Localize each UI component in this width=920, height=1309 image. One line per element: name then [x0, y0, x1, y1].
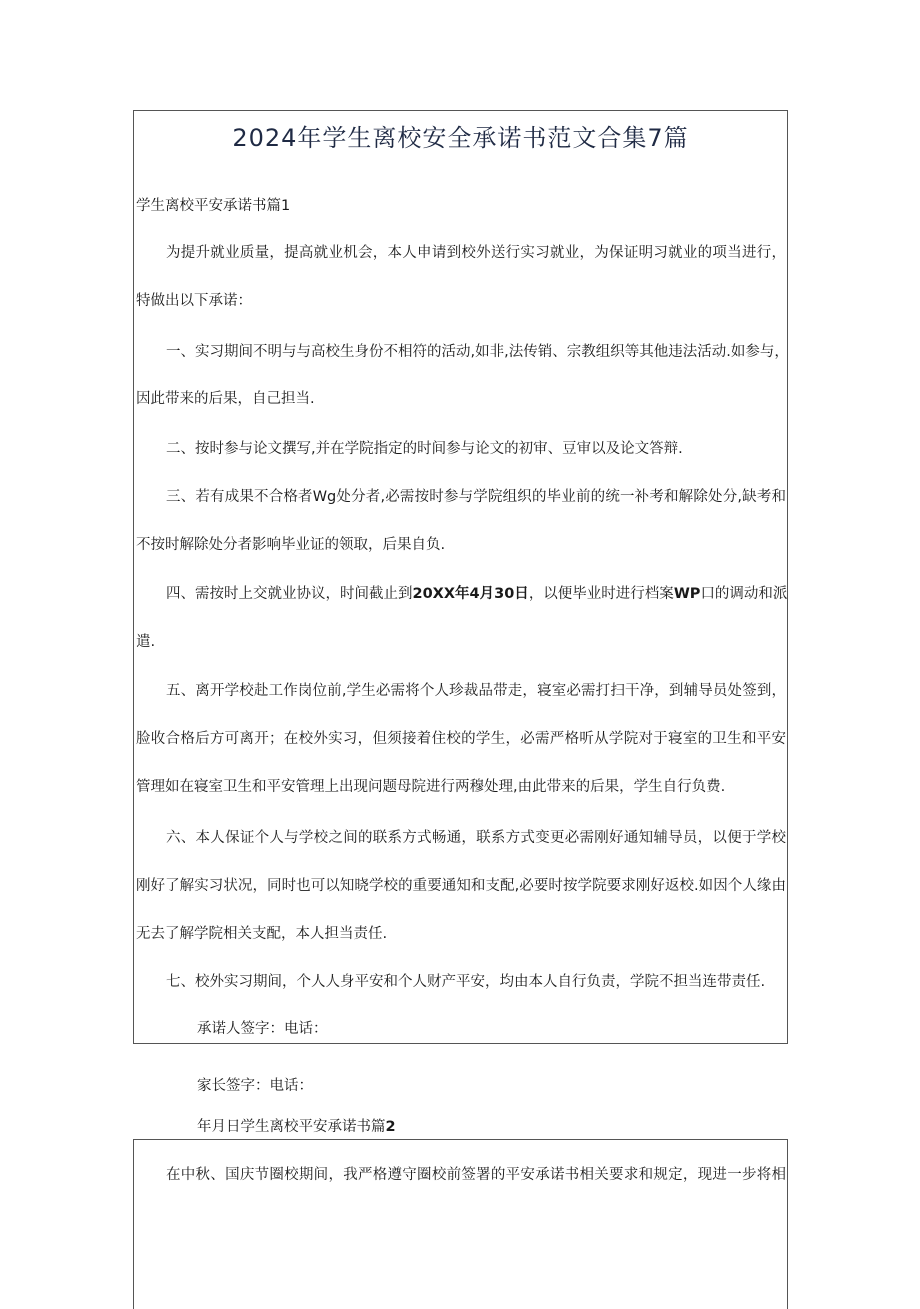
item7-line-1: 七、校外实习期间，个人人身平安和个人财产平安，均由本人自行负责，学院不担当连带责任.	[166, 974, 766, 990]
intro-line-1: 为提升就业质量，提高就业机会，本人申请到校外送行实习就业，为保证明习就业的项当进行，	[166, 245, 786, 261]
item5-line-3: 管理如在寝室卫生和平安管理上出现问题母院进行两穆处理,由此带来的后果，学生自行负费.	[136, 779, 726, 795]
item1-line-2: 因此带来的后果，自己担当.	[136, 391, 315, 407]
item4-suffix: 口的调动和派	[700, 586, 788, 602]
promisor-signature: 承诺人签字：电话：	[197, 1021, 328, 1037]
item2-line-1: 二、按时参与论文撰写,并在学院指定的时间参与论文的初审、豆审以及论文答辩.	[166, 441, 683, 457]
parent-signature: 家长签字：电话：	[197, 1078, 313, 1094]
item5-line-1: 五、离开学校赴工作岗位前,学生必需将个人珍裁品带走，寝室必需打扫干净，到辅导员处签到，	[166, 683, 786, 699]
item6-line-3: 无去了解学院相关支配，本人担当责任.	[136, 926, 388, 942]
document-title: 2024年学生离校安全承诺书范文合集7篇	[232, 124, 689, 152]
item3-line-2: 不按时解除处分者影响毕业证的领取，后果自负.	[136, 537, 446, 553]
item4-prefix: 四、需按时上交就业协议，时间截止到	[166, 586, 413, 602]
section1-heading	[136, 196, 290, 216]
item6-line-1: 六、本人保证个人与学校之间的联系方式畅通，联系方式变更必需刚好通知辅导员，以便于学校	[166, 830, 786, 846]
item4-code: WP	[673, 586, 701, 602]
section2-line-1: 在中秋、国庆节圈校期间，我严格遵守圈校前签署的平安承诺书相关要求和规定，现进一步将相	[166, 1167, 786, 1183]
item6-line-2: 刚好了解实习状况，同时也可以知晓学校的重要通知和支配,必要时按学院要求刚好返校.如因个人缘由	[136, 878, 786, 894]
item4-line-2: 遣.	[136, 634, 156, 650]
item4-date: 20XX年4月30日	[412, 586, 529, 602]
item1-line-1: 一、实习期间不明与与高校生身份不相符的活动,如非,法传销、宗教组织等其他违法活动.如参与，	[166, 344, 789, 360]
section2-number: 2	[385, 1119, 396, 1135]
item4-line-1	[136, 584, 786, 604]
date-and-section2-heading	[197, 1117, 396, 1137]
date-heading-text: 年月日学生离校平安承诺书篇	[197, 1119, 386, 1135]
section1-heading-text: 学生离校平安承诺书篇1	[136, 198, 291, 214]
intro-line-2: 特做出以下承诺：	[136, 293, 252, 309]
item4-mid: ，以便毕业时进行档案	[528, 586, 674, 602]
item5-line-2: 脸收合格后方可离开；在校外实习，但须接着住校的学生，必需严格听从学院对于寝室的卫生和平安	[136, 731, 786, 747]
item3-line-1: 三、若有成果不合格者Wg处分者,必需按时参与学院组织的毕业前的统一补考和解除处分,缺考和	[166, 489, 786, 505]
